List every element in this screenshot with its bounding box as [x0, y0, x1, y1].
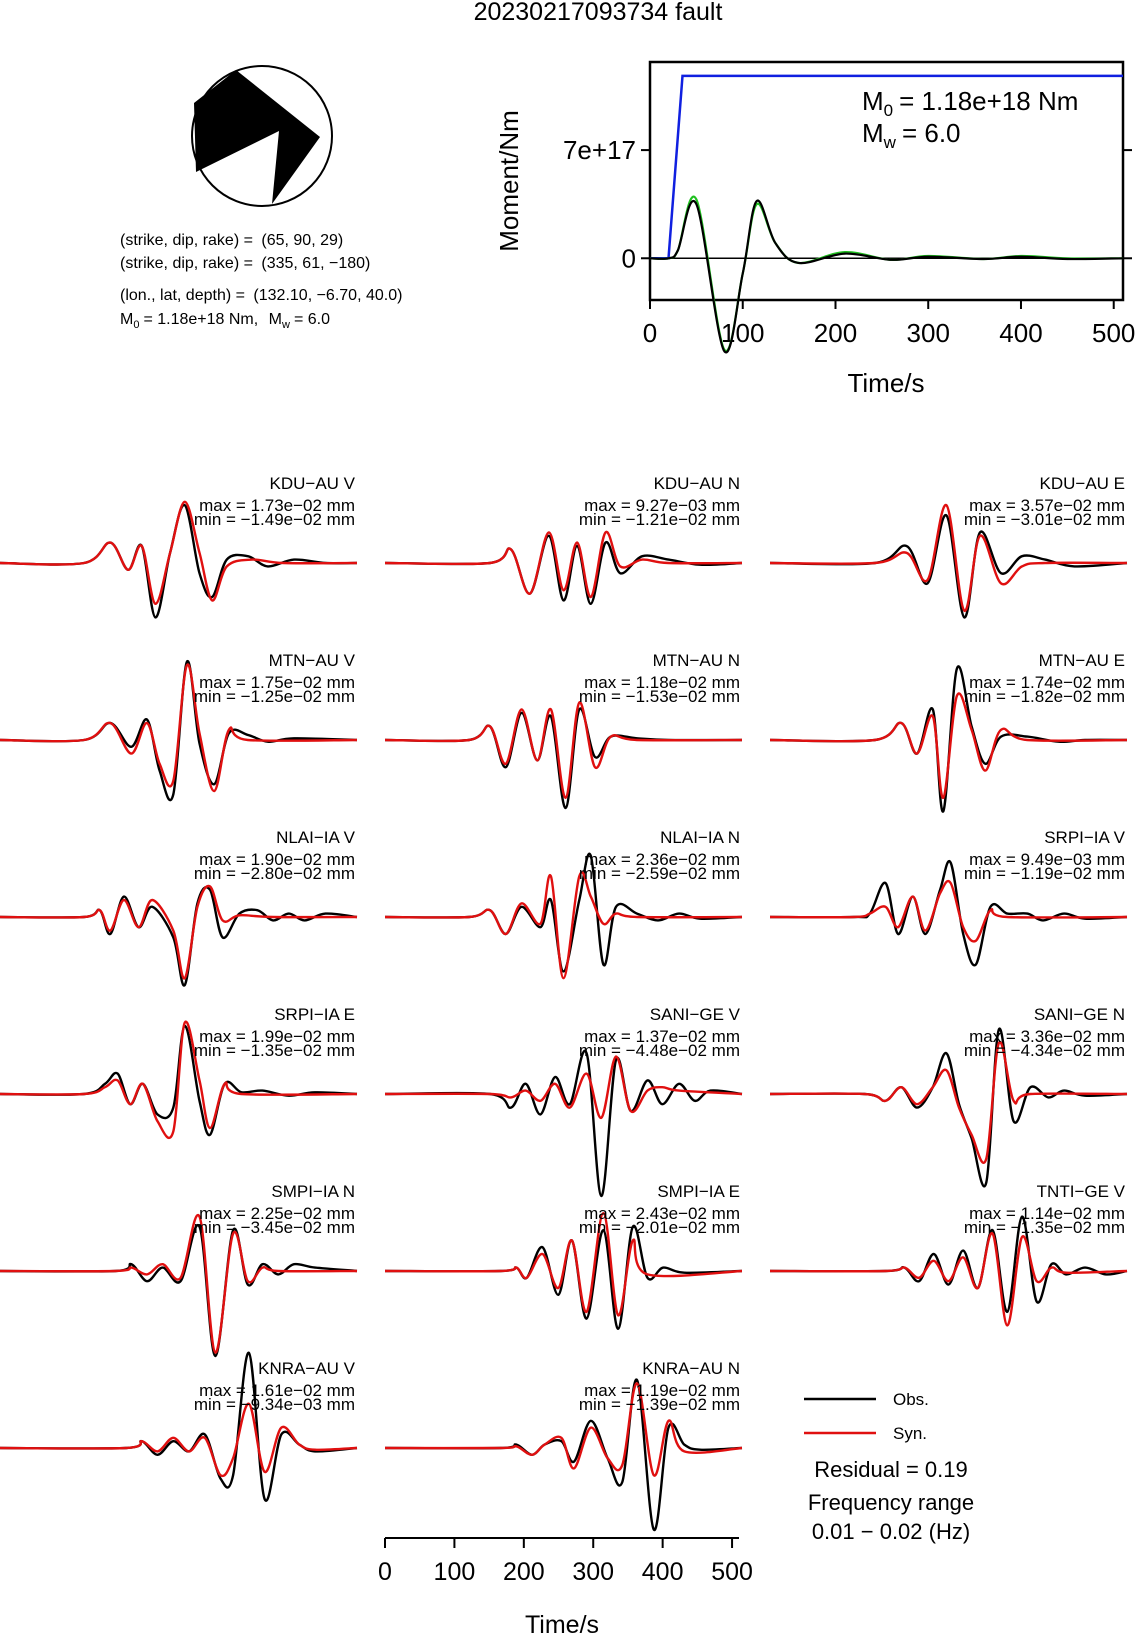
bottom-axis-ticks [378, 1538, 753, 1586]
plane2-label: (strike, dip, rake) = [120, 255, 253, 272]
waveform-panel [385, 1359, 742, 1530]
synthetic-trace [770, 881, 1127, 941]
station-max: max = 1.99e−02 mm [199, 1027, 355, 1046]
bottom-xtick-label: 100 [433, 1558, 476, 1586]
observed-trace [385, 536, 742, 604]
bottom-xtick-label: 400 [641, 1558, 684, 1586]
stf-mw-text [862, 118, 961, 152]
legend-syn-label: Syn. [893, 1424, 928, 1443]
waveform-panel [770, 1005, 1127, 1186]
waveform-panel [385, 651, 742, 808]
station-max: max = 1.37e−02 mm [584, 1027, 740, 1046]
observed-trace [0, 1225, 357, 1356]
station-max: max = 1.73e−02 mm [199, 496, 355, 515]
station-min: min = −9.34e−03 mm [193, 1395, 355, 1414]
m0-subscript: 0 [133, 319, 140, 331]
observed-trace [385, 1226, 742, 1329]
bottom-axis-label: Time/s [524, 1611, 600, 1636]
station-label: KDU−AU N [653, 474, 740, 493]
stf-mw-subscript: w [883, 133, 896, 152]
station-label: KNRA−AU V [258, 1359, 355, 1378]
station-min: min = −1.53e−02 mm [578, 687, 740, 706]
bottom-xtick-label: 500 [711, 1558, 753, 1586]
waveform-panel [385, 828, 742, 978]
station-max: max = 1.61e−02 mm [199, 1381, 355, 1400]
moment-line [120, 311, 330, 331]
station-label: MTN−AU V [268, 651, 355, 670]
station-max: max = 1.90e−02 mm [199, 850, 355, 869]
plane2-line [120, 255, 370, 272]
stf-xtick-label: 300 [906, 318, 950, 348]
bottom-xtick-label: 0 [378, 1558, 392, 1586]
stf-m0-subscript: 0 [883, 101, 894, 120]
station-max: max = 2.43e−02 mm [584, 1204, 740, 1223]
figure-title: 20230217093734 fault [473, 0, 723, 26]
waveform-panel [0, 651, 357, 800]
legend [804, 1390, 974, 1544]
waveform-panel [770, 828, 1127, 965]
station-max: max = 1.18e−02 mm [584, 673, 740, 692]
station-min: min = −1.35e−02 mm [193, 1041, 355, 1060]
station-label: SANI−GE N [1033, 1005, 1125, 1024]
station-label: SMPI−IA E [657, 1182, 740, 1201]
station-max: max = 3.57e−02 mm [969, 496, 1125, 515]
station-min: min = −4.34e−02 mm [963, 1041, 1125, 1060]
station-min: min = −1.19e−02 mm [963, 864, 1125, 883]
mw-symbol: M [268, 311, 282, 328]
stf-panel [494, 62, 1135, 398]
stf-m0-value: = 1.18e+18 Nm [899, 86, 1079, 116]
station-max: max = 1.75e−02 mm [199, 673, 355, 692]
station-label: KDU−AU E [1039, 474, 1125, 493]
waveform-panel [770, 474, 1127, 617]
station-min: min = −1.35e−02 mm [963, 1218, 1125, 1237]
plane1-line [120, 232, 343, 249]
synthetic-trace [385, 702, 742, 797]
station-max: max = 1.19e−02 mm [584, 1381, 740, 1400]
plane1-label: (strike, dip, rake) = [120, 232, 253, 249]
station-min: min = −2.59e−02 mm [578, 864, 740, 883]
observed-trace [385, 1051, 742, 1196]
frequency-range: 0.01 − 0.02 (Hz) [811, 1519, 971, 1544]
synthetic-trace [0, 1404, 357, 1476]
waveform-panel [0, 828, 357, 986]
observed-trace [0, 887, 357, 985]
station-label: MTN−AU E [1038, 651, 1125, 670]
stf-xtick-label: 500 [1092, 318, 1136, 348]
observed-trace [770, 515, 1127, 617]
waveform-panel [0, 1353, 357, 1501]
station-min: min = −1.49e−02 mm [193, 510, 355, 529]
station-max: max = 9.49e−03 mm [969, 850, 1125, 869]
station-label: NLAI−IA N [660, 828, 740, 847]
station-max: max = 1.14e−02 mm [969, 1204, 1125, 1223]
waveform-panel [0, 474, 357, 617]
waveform-panel [770, 1182, 1127, 1325]
station-max: max = 2.25e−02 mm [199, 1204, 355, 1223]
station-max: max = 2.36e−02 mm [584, 850, 740, 869]
location-value: (132.10, −6.70, 40.0) [253, 287, 403, 304]
m0-value: = 1.18e+18 Nm, [143, 311, 259, 328]
synthetic-trace [770, 1233, 1127, 1325]
waveform-panel [0, 1182, 357, 1356]
beachball [192, 66, 332, 206]
stf-ylabel: Moment/Nm [494, 110, 524, 252]
stf-ytick-label: 7e+17 [562, 135, 636, 166]
stf-xlabel: Time/s [847, 368, 925, 398]
stf-xtick-label: 100 [721, 318, 765, 348]
station-label: SRPI−IA V [1044, 828, 1125, 847]
station-max: max = 3.36e−02 mm [969, 1027, 1125, 1046]
frequency-title: Frequency range [807, 1490, 975, 1515]
bottom-xtick-label: 200 [502, 1558, 545, 1586]
stf-mw-symbol: M [862, 118, 884, 148]
stf-m0-text [862, 86, 1078, 120]
waveform-panel [385, 474, 742, 604]
stf-mw-value: = 6.0 [901, 118, 961, 148]
station-label: TNTI−GE V [1036, 1182, 1125, 1201]
station-min: min = −4.48e−02 mm [578, 1041, 740, 1060]
station-label: MTN−AU N [652, 651, 740, 670]
residual-text: Residual = 0.19 [814, 1457, 968, 1482]
station-label: KNRA−AU N [642, 1359, 740, 1378]
stf-xtick-label: 400 [999, 318, 1043, 348]
station-min: min = −2.01e−02 mm [578, 1218, 740, 1237]
waveform-grid [0, 474, 1127, 1530]
mw-value: = 6.0 [293, 311, 330, 328]
station-min: min = −1.39e−02 mm [578, 1395, 740, 1414]
mw-subscript: w [281, 319, 290, 331]
station-min: min = −1.82e−02 mm [963, 687, 1125, 706]
waveform-panel [385, 1005, 742, 1196]
mechanism-text [120, 232, 402, 331]
station-max: max = 1.74e−02 mm [969, 673, 1125, 692]
waveform-panel [0, 1005, 357, 1138]
station-label: SRPI−IA E [274, 1005, 355, 1024]
synthetic-trace [385, 1057, 742, 1118]
bottom-time-axis [378, 1538, 753, 1636]
station-min: min = −3.01e−02 mm [963, 510, 1125, 529]
station-min: min = −1.25e−02 mm [193, 687, 355, 706]
stf-m0-symbol: M [862, 86, 884, 116]
bottom-xtick-label: 300 [572, 1558, 615, 1586]
location-line [120, 287, 402, 304]
station-max: max = 9.27e−03 mm [584, 496, 740, 515]
m0-symbol: M [120, 311, 134, 328]
station-min: min = −2.80e−02 mm [193, 864, 355, 883]
stf-ytick-label: 0 [621, 243, 636, 274]
station-label: NLAI−IA V [276, 828, 355, 847]
location-label: (lon., lat, depth) = [120, 287, 245, 304]
legend-obs-label: Obs. [893, 1390, 929, 1409]
waveform-panel [770, 651, 1127, 812]
stf-xtick-label: 0 [642, 318, 658, 348]
station-label: KDU−AU V [269, 474, 355, 493]
station-label: SANI−GE V [649, 1005, 740, 1024]
plane1-value: (65, 90, 29) [261, 232, 344, 249]
station-min: min = −3.45e−02 mm [193, 1218, 355, 1237]
station-label: SMPI−IA N [271, 1182, 355, 1201]
plane2-value: (335, 61, −180) [261, 255, 371, 272]
waveform-panel [385, 1182, 742, 1329]
synthetic-trace [385, 872, 742, 978]
station-min: min = −1.21e−02 mm [578, 510, 740, 529]
stf-xtick-label: 200 [813, 318, 858, 348]
